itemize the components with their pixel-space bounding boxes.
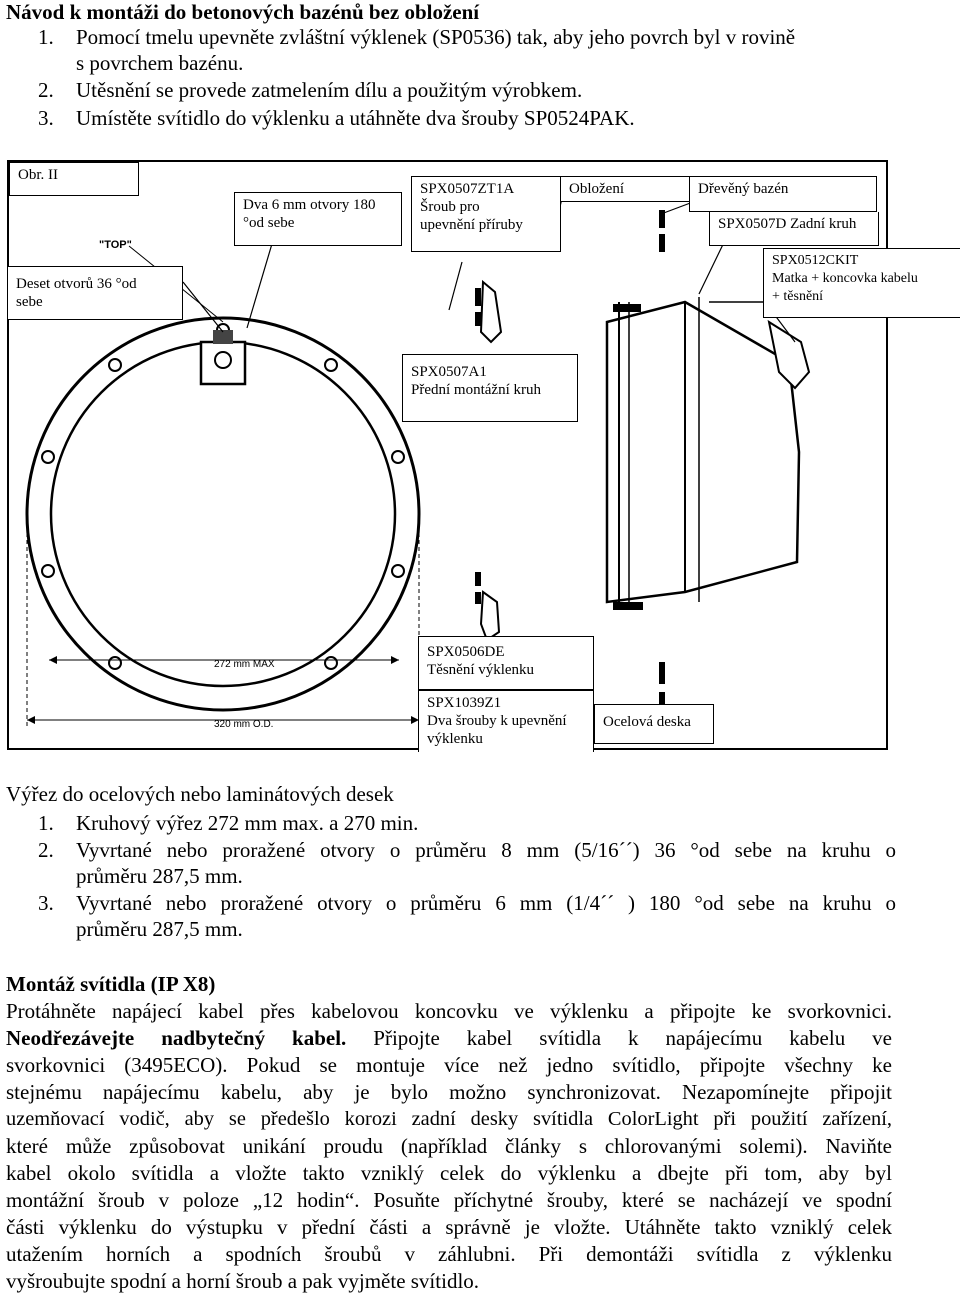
- paragraph-line: montážní šroub v poloze „12 hodin“. Posuňte příchytné šrouby, které se nacházejí ve spodní: [6, 1188, 892, 1212]
- paragraph-line: svorkovnici (3495ECO). Pokud se montuje více než jedno svítidlo, připojte všechny ke: [6, 1053, 892, 1077]
- label-flange-screw: SPX0507ZT1A Šroub pro upevnění příruby: [411, 176, 561, 252]
- paragraph-line: stejnému napájecímu kabelu, aby je bylo možno synchronizovat. Nezapomínejte připojit: [6, 1080, 892, 1104]
- paragraph-line: Protáhněte napájecí kabel přes kabelovou koncovku ve výklenku a připojte ke svorkovnici.: [6, 999, 892, 1023]
- step-text: Utěsnění se provede zatmelením dílu a použitým výrobkem.: [76, 78, 583, 102]
- paragraph-line: uzemňovací vodič, aby se předešlo korozi zadní desky svítidla ColorLight při použití zařízení,: [6, 1108, 892, 1130]
- paragraph-line: kabel okolo svítidla a vložte takto vzniklý celek do výklenku a dbejte při tom, aby byl: [6, 1161, 892, 1185]
- paragraph-line: [6, 1025, 892, 1052]
- label-rear-ring: SPX0507D Zadní kruh: [709, 212, 879, 246]
- step-text: Pomocí tmelu upevněte zvláštní výklenek (SP0536) tak, aby jeho povrch byl v rovině: [76, 25, 796, 49]
- dim-320: 320 mm O.D.: [214, 719, 274, 730]
- label-niche-seal: SPX0506DE Těsnění výklenku: [418, 636, 594, 690]
- step-number: 1.: [38, 25, 54, 49]
- item-text: Vyvrtané nebo proražené otvory o průměru 8 mm (5/16´´) 36 °od sebe na kruhu o: [76, 838, 896, 862]
- label-cable-kit: SPX0512CKIT Matka + koncovka kabelu + těsnění: [763, 248, 960, 318]
- cutout-title: Výřez do ocelových nebo laminátových desek: [6, 782, 394, 806]
- paragraph-line: utažením horních a spodních šroubů v záhlubni. Při demontáži svítidla z výklenku: [6, 1242, 892, 1266]
- item-number: 1.: [38, 811, 54, 835]
- paragraph-line: vyšroubujte spodní a horní šroub a pak vyjměte svítidlo.: [6, 1269, 480, 1293]
- item-number: 2.: [38, 838, 54, 862]
- dim-272: 272 mm MAX: [214, 659, 275, 670]
- item-text: průměru 287,5 mm.: [76, 917, 243, 941]
- label-two-holes: Dva 6 mm otvory 180 °od sebe: [234, 192, 402, 246]
- inner-ring: [51, 342, 395, 686]
- install-title: Montáž svítidla (IP X8): [6, 972, 216, 996]
- warning-text: Neodřezávejte nadbytečný kabel.: [6, 1026, 347, 1050]
- flange-top: [481, 282, 501, 342]
- paragraph-line: části výklenku do výstupku v přední části a správně je vložte. Utáhněte takto vzniklý celek: [6, 1215, 892, 1239]
- label-two-screws: SPX1039Z1 Dva šrouby k upevnění výklenku: [418, 690, 594, 752]
- step-text: s povrchem bazénu.: [76, 51, 244, 75]
- niche-body: [607, 302, 799, 602]
- paragraph-line: které může způsobovat unikání proudu (například články s chlorovanými solemi). Naviňte: [6, 1134, 892, 1158]
- item-text: Vyvrtané nebo proražené otvory o průměru 6 mm (1/4´´ ) 180 °od sebe na kruhu o: [76, 891, 896, 915]
- label-steel-plate: Ocelová deska: [594, 704, 714, 744]
- item-number: 3.: [38, 891, 54, 915]
- label-ten-holes: Deset otvorů 36 °od sebe: [7, 266, 183, 320]
- install-paragraph: [6, 998, 892, 1295]
- doc-title: Návod k montáži do betonových bazénů bez obložení: [6, 0, 480, 24]
- label-front-ring: SPX0507A1 Přední montážní kruh: [402, 354, 578, 422]
- screw-bottom: [613, 602, 643, 610]
- flange-bottom: [481, 592, 499, 640]
- screw-top: [613, 304, 641, 312]
- label-cladding: Obložení: [560, 176, 690, 202]
- step-text: Umístěte svítidlo do výklenku a utáhněte dva šrouby SP0524PAK.: [76, 106, 635, 130]
- step-number: 2.: [38, 78, 54, 102]
- item-text: Kruhový výřez 272 mm max. a 270 min.: [76, 811, 419, 835]
- installation-figure: [7, 160, 918, 750]
- item-text: průměru 287,5 mm.: [76, 864, 243, 888]
- paragraph-text: Připojte kabel svítidla k napájecímu kabelu ve: [346, 1026, 892, 1050]
- step-number: 3.: [38, 106, 54, 130]
- top-marker: "TOP": [99, 239, 132, 251]
- label-wooden-pool: Dřevěný bazén: [689, 176, 877, 212]
- figure-caption: Obr. II: [9, 162, 139, 196]
